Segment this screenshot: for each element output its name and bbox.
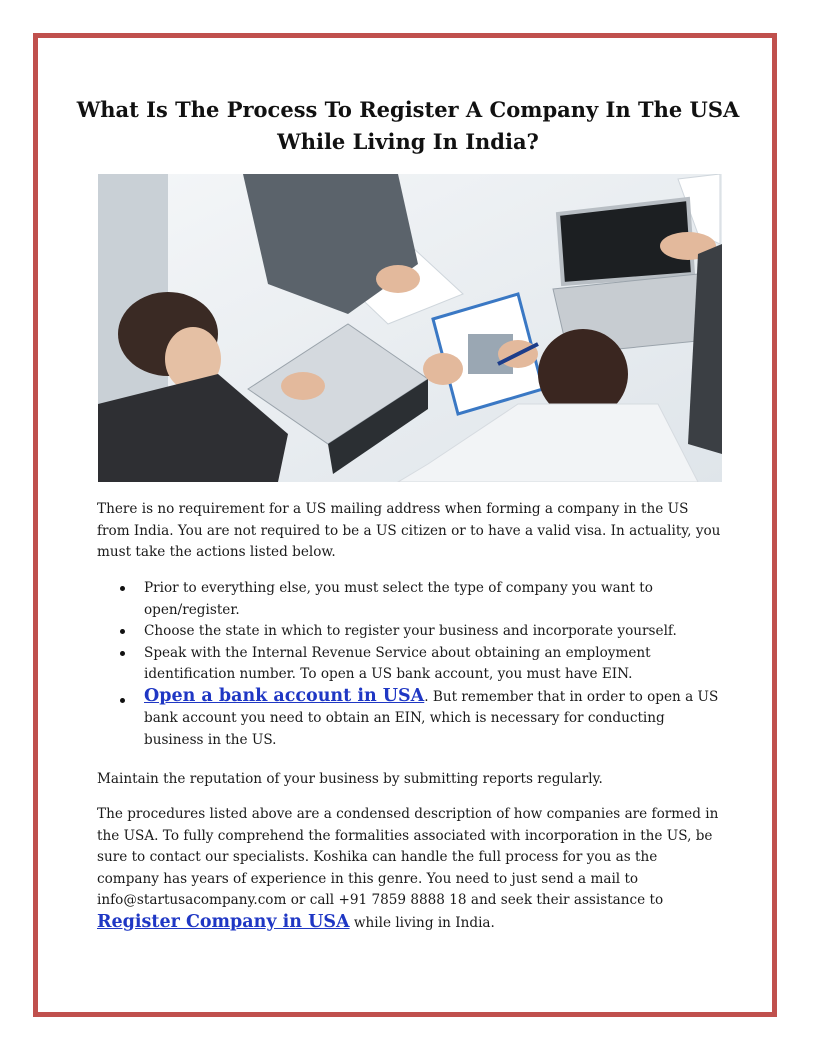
intro-paragraph: There is no requirement for a US mailing address when forming a company in the US from India. You are not required to be a US citizen or to have a valid visa. In actuality, you must take the actions listed below. bbox=[97, 501, 721, 560]
list-item bbox=[97, 621, 722, 643]
closing-paragraph bbox=[97, 804, 722, 934]
list-item bbox=[97, 578, 722, 621]
list-item bbox=[97, 686, 722, 752]
business-meeting-photo bbox=[98, 174, 722, 482]
closing-text: The procedures listed above are a condensed description of how companies are formed in the USA. To fully comprehend the formalities associated with incorporation in the US, be sure to contact our specialists. Koshika can handle the full process for you as the company has years of experience in this genre. You need to just send a mail to info@startusacompany.com or call +91 7859 8888 18 and seek their assistance to bbox=[97, 806, 719, 908]
closing-end-text: while living in India. bbox=[349, 914, 495, 931]
title-line-2: While Living In India? bbox=[277, 129, 539, 154]
step-4-text: . But remember that in order to open a US bank account you need to obtain an EIN, which is necessary for conducting business in the US. bbox=[144, 688, 719, 748]
page-title bbox=[60, 94, 756, 158]
list-item bbox=[97, 643, 722, 686]
step-2-text: Choose the state in which to register your business and incorporate yourself. bbox=[144, 623, 677, 639]
step-1-text: Prior to everything else, you must select the type of company you want to open/register. bbox=[144, 580, 653, 618]
open-bank-account-link[interactable]: Open a bank account in USA bbox=[144, 685, 425, 706]
step-3-text: Speak with the Internal Revenue Service about obtaining an employment identification number. To open a US bank account, you must have EIN. bbox=[144, 644, 651, 682]
title-line-1: What Is The Process To Register A Company In The USA bbox=[76, 97, 740, 122]
steps-list bbox=[97, 578, 722, 751]
register-company-link[interactable]: Register Company in USA bbox=[97, 911, 350, 932]
maintain-paragraph: Maintain the reputation of your business by submitting reports regularly. bbox=[97, 771, 603, 787]
